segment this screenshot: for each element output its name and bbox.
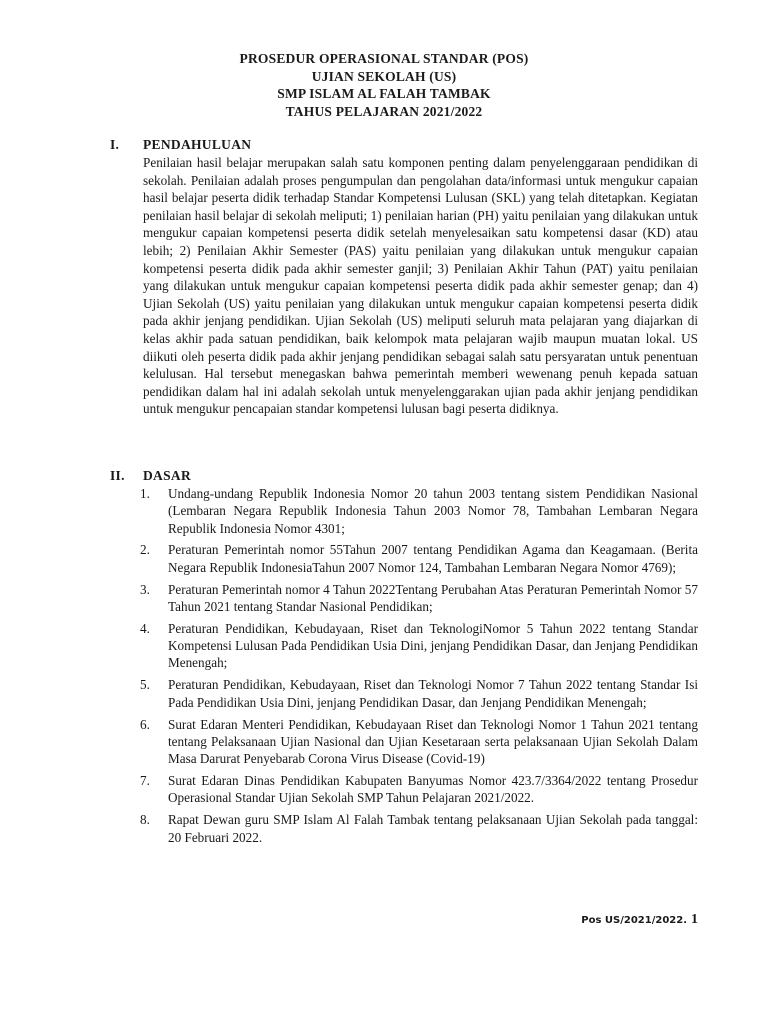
dasar-list [140, 485, 698, 850]
list-item-text: Peraturan Pendidikan, Kebudayaan, Riset dan Teknologi Nomor 7 Tahun 2022 tentang Standar Isi Pada Pendidikan Usia Dini, jenjang Pendidikan Dasar, dan Jenjang Pendidikan Menengah; [168, 677, 698, 710]
list-item-number: 8. [140, 812, 150, 828]
footer-label: Pos US/2021/2022. [581, 915, 687, 926]
title-line-1: PROSEDUR OPERASIONAL STANDAR (POS) [239, 51, 529, 66]
section-title: PENDAHULUAN [143, 137, 252, 152]
list-item-text: Peraturan Pendidikan, Kebudayaan, Riset dan TeknologiNomor 5 Tahun 2022 tentang Standar Kompetensi Lulusan Pada Pendidikan Usia Dini, jenjang Pendidikan Dasar, dan Jenjang Pendidikan Menengah; [168, 620, 698, 671]
list-item [140, 620, 698, 672]
list-item [140, 676, 698, 711]
title-line-2: UJIAN SEKOLAH (US) [311, 68, 457, 84]
list-item-text: Rapat Dewan guru SMP Islam Al Falah Tambak tentang pelaksanaan Ujian Sekolah pada tanggal: 20 Februari 2022. [168, 812, 698, 845]
list-item [140, 811, 698, 846]
list-item-number: 4. [140, 620, 150, 636]
list-item [140, 772, 698, 807]
list-item-text: Surat Edaran Menteri Pendidikan, Kebudayaan Riset dan Teknologi Nomor 1 Tahun 2021 tentang tentang Pelaksanaan Ujian Nasional dan Ujian Kesetaraan serta pelaksanaan Ujian Sekolah Dalam Masa Darurat Penyebarab Corona Virus Disease (Covid-19) [168, 716, 698, 767]
section-number: I. [110, 137, 120, 152]
title-line-4: TAHUS PELAJARAN 2021/2022 [285, 103, 483, 119]
list-item-text: Peraturan Pemerintah nomor 4 Tahun 2022Tentang Perubahan Atas Peraturan Pemerintah Nomor 57 Tahun 2021 tentang Standar Nasional Pendidikan; [168, 581, 698, 614]
document-title [0, 50, 768, 120]
page-number: 1 [691, 912, 698, 927]
list-item [140, 485, 698, 537]
list-item-number: 2. [140, 542, 150, 558]
section-heading-pendahuluan [110, 137, 251, 153]
section-title: DASAR [143, 468, 192, 483]
list-item-text: Undang-undang Republik Indonesia Nomor 20 tahun 2003 tentang sistem Pendidikan Nasional (Lembaran Negara Republik Indonesia Tahun 2003 Nomor 78, Tambahan Lembaran Negara Republik Indonesia Nomor 4301; [168, 486, 698, 536]
list-item-number: 5. [140, 677, 150, 693]
list-item-number: 1. [140, 486, 150, 501]
list-item [140, 581, 698, 616]
page-footer [581, 912, 698, 928]
list-item-number: 3. [140, 581, 150, 597]
title-line-3: SMP ISLAM AL FALAH TAMBAK [277, 86, 491, 101]
section-number: II. [110, 468, 125, 483]
list-item-text: Surat Edaran Dinas Pendidikan Kabupaten Banyumas Nomor 423.7/3364/2022 tentang Prosedur Operasional Standar Ujian Sekolah SMP Tahun Pelajaran 2021/2022. [168, 773, 698, 806]
list-item-number: 6. [140, 716, 150, 732]
list-item-text: Peraturan Pemerintah nomor 55Tahun 2007 tentang Pendidikan Agama dan Keagamaan. (Berita Negara Republik IndonesiaTahun 2007 Nomor 124, Tambahan Lembaran Negara Nomor 4769); [168, 542, 698, 575]
list-item [140, 716, 698, 768]
section-heading-dasar [110, 468, 191, 484]
list-item-number: 7. [140, 773, 150, 789]
list-item [140, 541, 698, 576]
pendahuluan-paragraph: Penilaian hasil belajar merupakan salah satu komponen penting dalam penyelenggaraan pendidikan di sekolah. Penilaian adalah proses pengumpulan dan pengolahan data/informasi untuk mengukur capaian hasil belajar peserta didik terhadap Standar Kompetensi Lulusan (SKL) yang telah ditetapkan. Kegiatan penilaian hasil belajar di sekolah meliputi; 1) penilaian harian (PH) yaitu penilaian yang dilakukan untuk mengukur capaian kompetensi peserta didik setelah menyelesaikan satu kompetensi dasar (KD) atau lebih; 2) Penilaian Akhir Semester (PAS) yaitu penilaian yang dilakukan untuk mengukur capaian kompetensi peserta didik pada akhir semester ganjil; 3) Penilaian Akhir Tahun (PAT) yaitu penilaian yang dilakukan untuk mengukur capaian kompetensi peserta didik pada akhir semester genap; dan 4) Ujian Sekolah (US) yaitu penilaian yang dilakukan untuk mengukur capaian kompetensi peserta didik pada akhir jenjang pendidikan. Ujian Sekolah (US) meliputi seluruh mata pelajaran yang diajarkan di kelas akhir pada satuan pendidikan, baik kelompok mata pelajaran wajib maupun muatan lokal. US diikuti oleh peserta didik pada akhir jenjang pendidikan sebagai salah satu persyaratan untuk penentuan kelulusan. Hal tersebut menegaskan bahwa pemerintah memberi wewenang penuh kepada satuan pendidikan dalam hal ini adalah sekolah untuk menyelenggarakan ujian pada akhir jenjang pendidikan untuk mengukur pencapaian standar kompetensi lulusan bagi peserta didiknya. [143, 155, 698, 417]
